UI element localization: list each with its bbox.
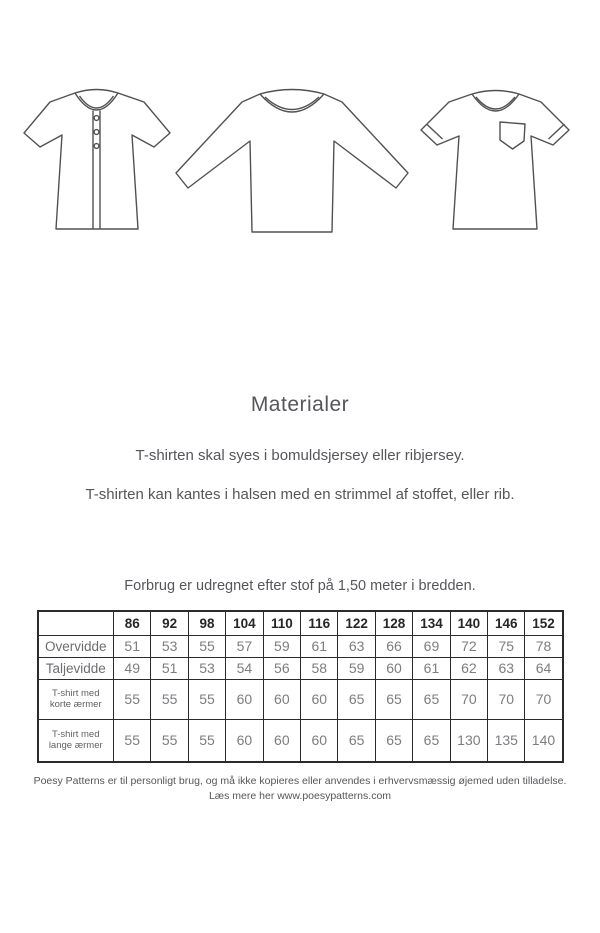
size-column-header: 140 xyxy=(450,611,487,635)
size-header-row xyxy=(38,611,563,635)
value-cell: 75 xyxy=(488,635,525,657)
value-cell: 70 xyxy=(450,679,487,719)
value-cell: 63 xyxy=(338,635,375,657)
value-cell: 60 xyxy=(375,657,412,679)
value-cell: 61 xyxy=(413,657,450,679)
row-label xyxy=(38,657,114,679)
footer-copyright-line: Poesy Patterns er til personligt brug, og må ikke kopieres eller anvendes i erhvervsmæssig øjemed uden tilladelse. xyxy=(33,775,567,787)
value-cell: 55 xyxy=(188,635,225,657)
size-table-head xyxy=(38,611,563,635)
table-row xyxy=(38,719,563,762)
value-cell: 54 xyxy=(226,657,263,679)
value-cell: 65 xyxy=(338,679,375,719)
value-cell: 65 xyxy=(413,679,450,719)
size-column-header: 146 xyxy=(488,611,525,635)
value-cell: 55 xyxy=(151,679,188,719)
long-sleeve-tshirt-icon xyxy=(172,84,413,234)
value-cell: 59 xyxy=(338,657,375,679)
size-column-header: 122 xyxy=(338,611,375,635)
value-cell: 65 xyxy=(375,679,412,719)
value-cell: 57 xyxy=(226,635,263,657)
value-cell: 51 xyxy=(151,657,188,679)
page-title: Materialer xyxy=(250,393,350,416)
size-column-header: 110 xyxy=(263,611,300,635)
value-cell: 55 xyxy=(114,719,151,762)
size-column-header: 116 xyxy=(301,611,338,635)
value-cell: 66 xyxy=(375,635,412,657)
value-cell: 65 xyxy=(413,719,450,762)
value-cell: 135 xyxy=(488,719,525,762)
value-cell: 60 xyxy=(226,679,263,719)
value-cell: 55 xyxy=(188,719,225,762)
table-row xyxy=(38,635,563,657)
value-cell: 55 xyxy=(188,679,225,719)
value-cell: 55 xyxy=(151,719,188,762)
value-cell: 72 xyxy=(450,635,487,657)
row-label-text: Overvidde xyxy=(44,638,107,654)
value-cell: 78 xyxy=(525,635,563,657)
value-cell: 130 xyxy=(450,719,487,762)
value-cell: 60 xyxy=(301,719,338,762)
size-column-header: 92 xyxy=(151,611,188,635)
value-cell: 60 xyxy=(263,719,300,762)
fabric-usage-note: Forbrug er udregnet efter stof på 1,50 meter i bredden. xyxy=(124,578,476,594)
row-label-text: T-shirt med korte ærmer xyxy=(49,688,102,710)
footer-website-line: Læs mere her www.poesypatterns.com xyxy=(208,790,392,802)
corner-cell xyxy=(38,611,114,635)
size-column-header: 128 xyxy=(375,611,412,635)
size-column-header: 104 xyxy=(226,611,263,635)
value-cell: 51 xyxy=(114,635,151,657)
value-cell: 62 xyxy=(450,657,487,679)
value-cell: 63 xyxy=(488,657,525,679)
footer xyxy=(0,774,600,804)
row-label-text: T-shirt med lange ærmer xyxy=(48,729,103,752)
size-column-header: 86 xyxy=(114,611,151,635)
value-cell: 56 xyxy=(263,657,300,679)
value-cell: 53 xyxy=(151,635,188,657)
value-cell: 49 xyxy=(114,657,151,679)
value-cell: 70 xyxy=(488,679,525,719)
value-cell: 60 xyxy=(301,679,338,719)
size-table xyxy=(37,610,564,763)
value-cell: 61 xyxy=(301,635,338,657)
value-cell: 65 xyxy=(338,719,375,762)
value-cell: 60 xyxy=(263,679,300,719)
row-label xyxy=(38,719,114,762)
value-cell: 53 xyxy=(188,657,225,679)
value-cell: 140 xyxy=(525,719,563,762)
value-cell: 65 xyxy=(375,719,412,762)
tshirt-illustrations xyxy=(0,84,600,234)
intro-line-2: T-shirten kan kantes i halsen med en strimmel af stoffet, eller rib. xyxy=(85,486,515,503)
value-cell: 59 xyxy=(263,635,300,657)
row-label-text: Taljevidde xyxy=(45,660,106,676)
size-column-header: 152 xyxy=(525,611,563,635)
value-cell: 70 xyxy=(525,679,563,719)
row-label xyxy=(38,679,114,719)
value-cell: 69 xyxy=(413,635,450,657)
value-cell: 55 xyxy=(114,679,151,719)
size-table-body xyxy=(38,635,563,762)
short-sleeve-henley-tshirt-icon xyxy=(22,84,172,234)
row-label xyxy=(38,635,114,657)
intro-line-1: T-shirten skal syes i bomuldsjersey eller ribjersey. xyxy=(135,447,465,464)
value-cell: 58 xyxy=(301,657,338,679)
short-sleeve-pocket-tshirt-icon xyxy=(413,84,578,234)
table-row xyxy=(38,679,563,719)
page xyxy=(0,84,600,804)
value-cell: 60 xyxy=(226,719,263,762)
size-column-header: 134 xyxy=(413,611,450,635)
value-cell: 64 xyxy=(525,657,563,679)
table-row xyxy=(38,657,563,679)
size-column-header: 98 xyxy=(188,611,225,635)
